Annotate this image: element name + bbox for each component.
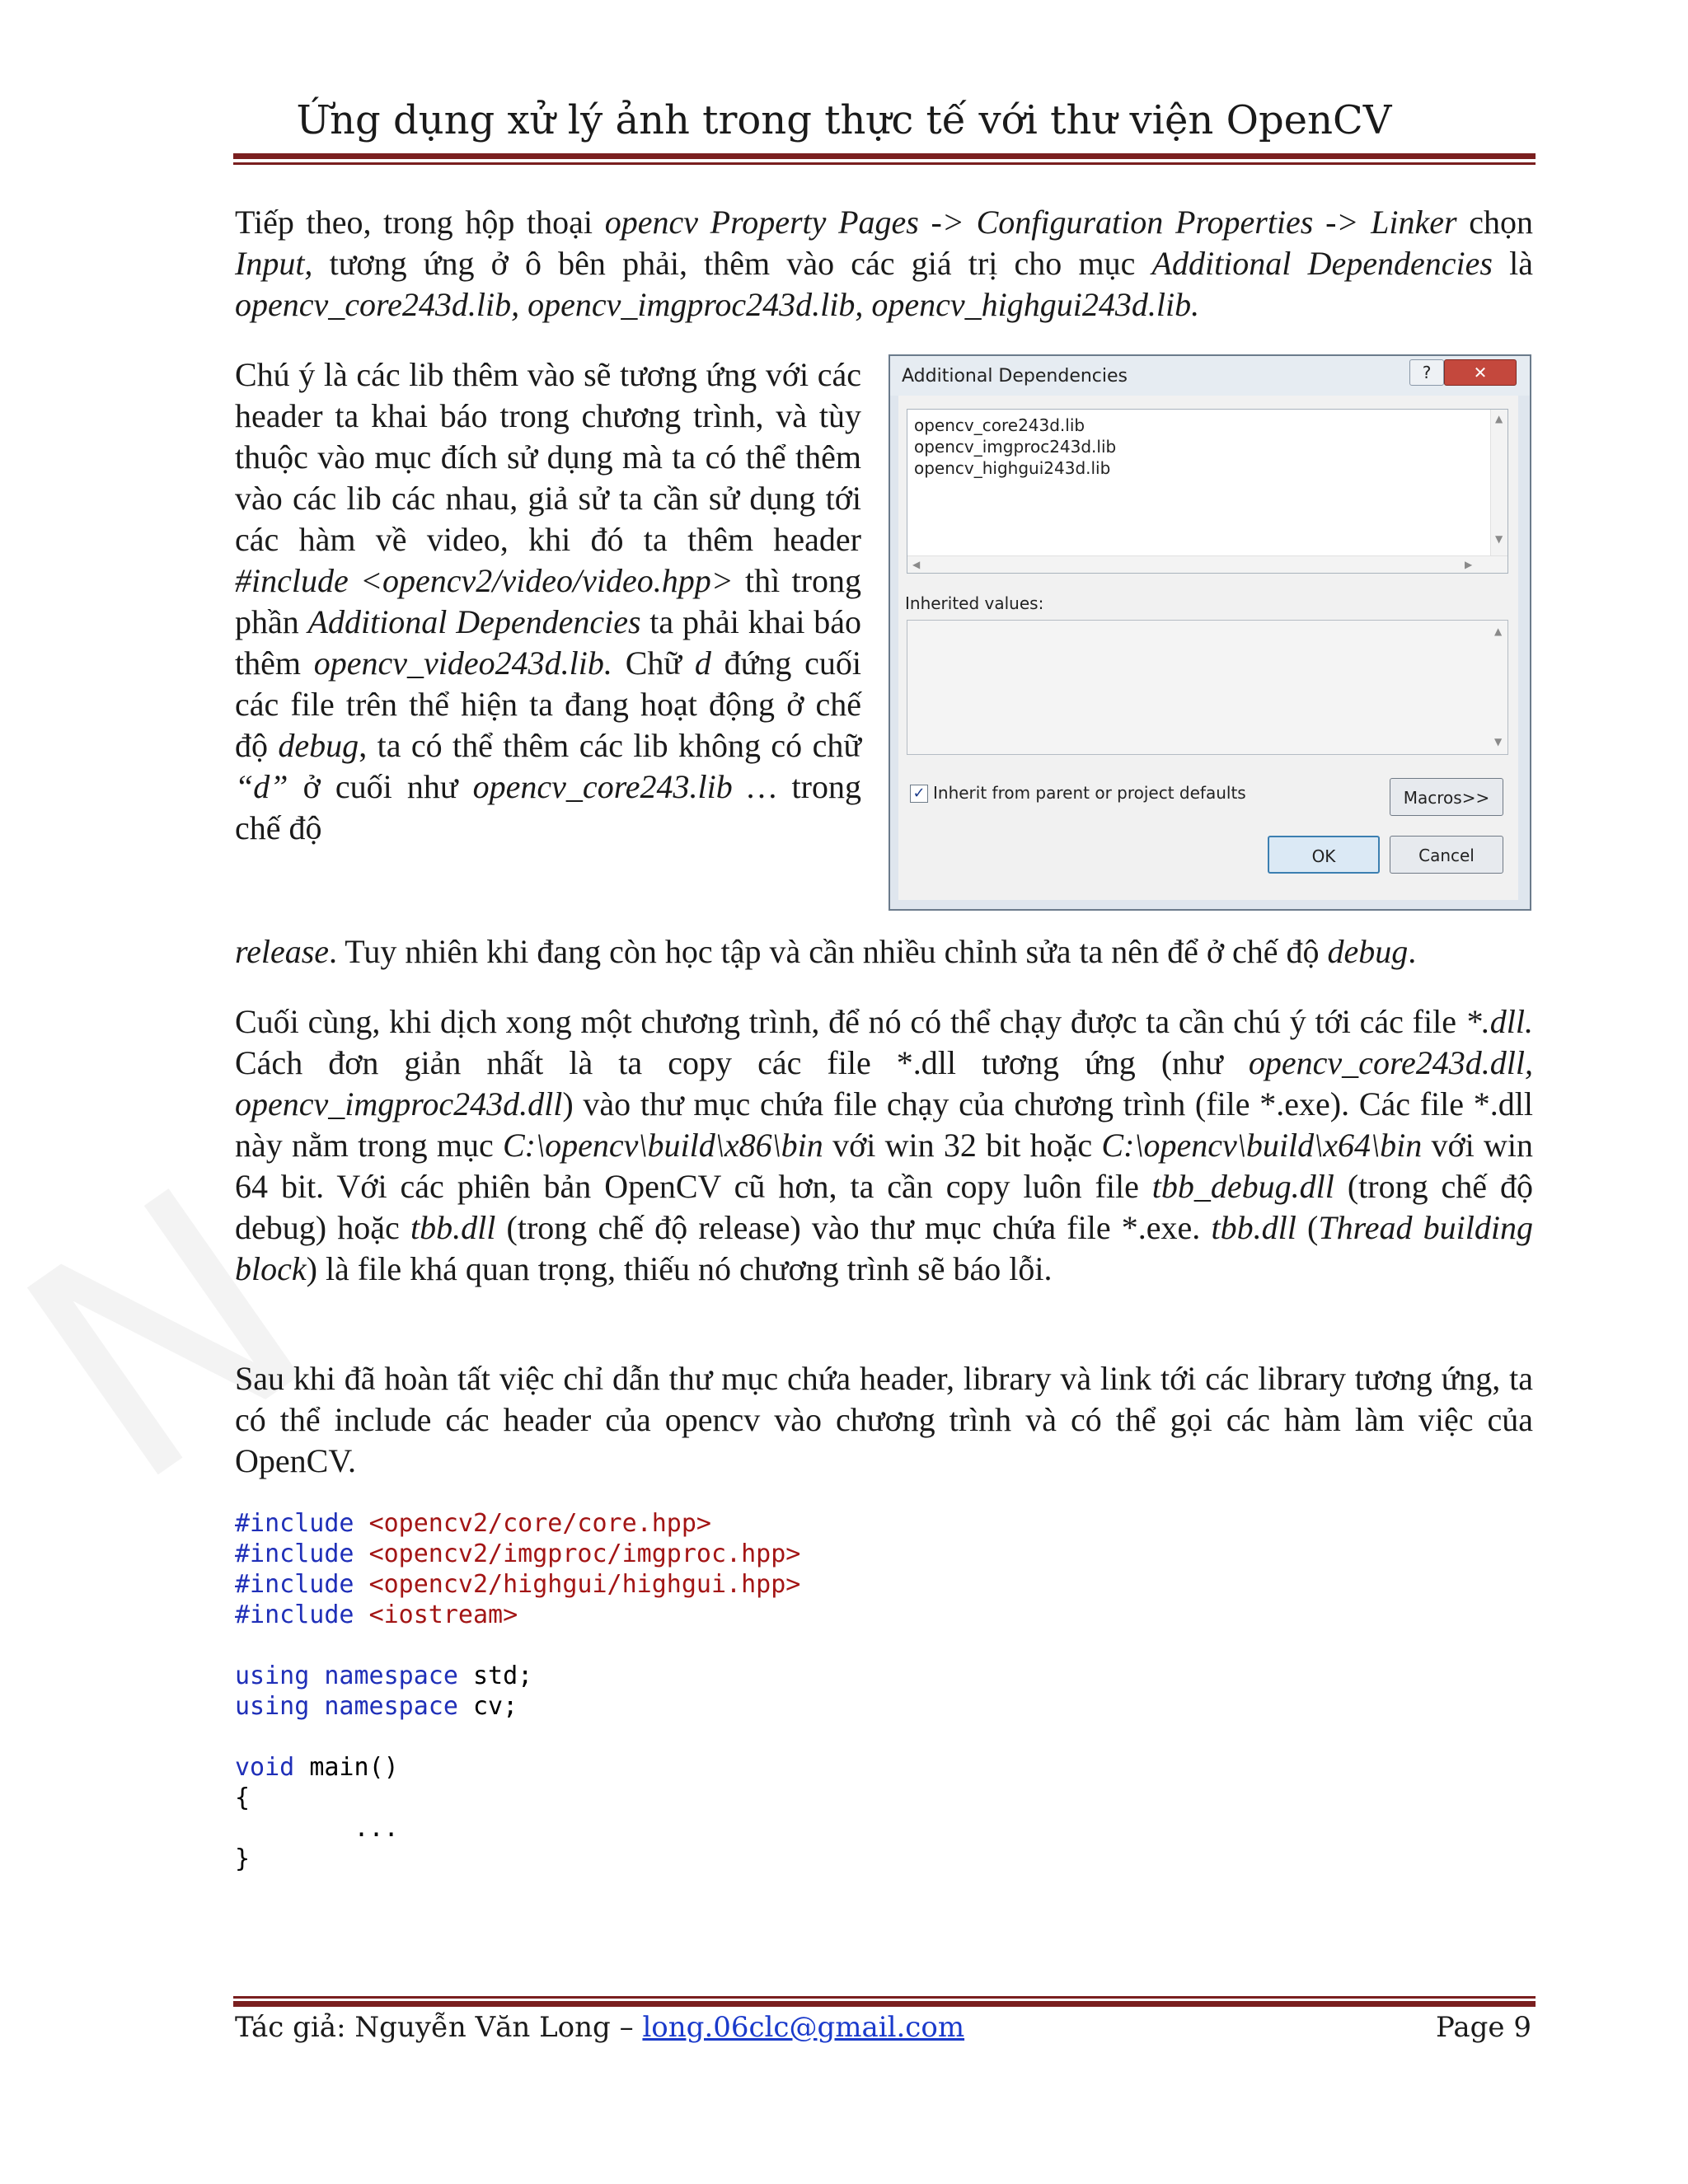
page-header-title: Ứng dụng xử lý ảnh trong thực tế với thư viện OpenCV xyxy=(296,97,1392,143)
scroll-left-icon[interactable]: ◀ xyxy=(912,559,921,570)
dependency-line: opencv_imgproc243d.lib xyxy=(914,437,1117,457)
inherit-checkbox-label: Inherit from parent or project defaults xyxy=(933,783,1246,803)
horizontal-scrollbar[interactable] xyxy=(907,555,1507,573)
scroll-up-icon[interactable]: ▲ xyxy=(1495,413,1503,424)
footer-rule-thin xyxy=(233,1996,1536,1999)
macros-button[interactable]: Macros>> xyxy=(1390,778,1503,816)
help-button[interactable]: ? xyxy=(1409,359,1444,386)
inherited-values-box xyxy=(907,620,1508,755)
cancel-button[interactable]: Cancel xyxy=(1390,836,1503,874)
additional-dependencies-dialog xyxy=(889,354,1531,911)
footer-author: Tác giả: Nguyễn Văn Long – long.06clc@gmail.com xyxy=(235,2011,965,2044)
paragraph-linker-input: Tiếp theo, trong hộp thoại opencv Property Pages -> Configuration Properties -> Linker chọn Input, tương ứng ở ô bên phải, thêm vào các giá trị cho mục Additional Dependencies là opencv_core243d.lib, opencv_imgproc243d.lib, opencv_highgui243d.lib. xyxy=(235,204,1533,323)
scroll-down-icon[interactable]: ▼ xyxy=(1495,533,1503,545)
dialog-title: Additional Dependencies xyxy=(902,366,1128,387)
paragraph-dll-files: Cuối cùng, khi dịch xong một chương trình, để nó có thể chạy được ta cần chú ý tới các file *.dll. Cách đơn giản nhất là ta copy các file *.dll tương ứng (như opencv_core243d.dll, opencv_imgproc243d.dll) vào thư mục chứa file chạy của chương trình (file *.exe). Các file *.dll này nằm trong mục C:\opencv\build\x86\bin với win 32 bit hoặc C:\opencv\build\x64\bin với win 64 bit. Với các phiên bản OpenCV cũ hơn, ta cần copy luôn file tbb_debug.dll (trong chế độ debug) hoặc tbb.dll (trong chế độ release) vào thư mục chứa file *.exe. tbb.dll (Thread building block) là file khá quan trọng, thiếu nó chương trình sẽ báo lỗi. xyxy=(235,1003,1534,1287)
paragraph-lib-notes: Chú ý là các lib thêm vào sẽ tương ứng với các header ta khai báo trong chương trình, và tùy thuộc vào mục đích sử dụng mà ta có thể thêm vào các lib các nhau, giả sử ta cần sử dụng tới các hàm về video, khi đó ta thêm header #include <opencv2/video/video.hpp> thì trong phần Additional Dependencies ta phải khai báo thêm opencv_video243d.lib. Chữ d đứng cuối các file trên thể hiện ta đang hoạt động ở chế độ debug, ta có thể thêm các lib không có chữ “d” ở cuối như opencv_core243.lib … trong chế độ xyxy=(235,356,862,846)
vertical-scrollbar[interactable] xyxy=(1490,410,1507,556)
inherited-values-label: Inherited values: xyxy=(905,593,1044,613)
scroll-right-icon[interactable]: ▶ xyxy=(1465,559,1473,570)
ok-button[interactable]: OK xyxy=(1268,836,1380,874)
header-rule-thick xyxy=(233,153,1536,159)
scroll-up-icon[interactable]: ▲ xyxy=(1494,626,1503,637)
inherit-checkbox[interactable]: ✓ xyxy=(910,785,928,803)
dependency-line: opencv_core243d.lib xyxy=(914,415,1085,435)
header-rule-thin xyxy=(233,162,1536,165)
dependency-line: opencv_highgui243d.lib xyxy=(914,458,1111,478)
code-block: #include <opencv2/core/core.hpp> #include <opencv2/imgproc/imgproc.hpp> #include <opencv2/highgui/highgui.hpp> #include <iostream> using namespace std; using namespace cv; void main() { ... } xyxy=(235,1509,801,1873)
page-number: Page 9 xyxy=(1436,2011,1531,2044)
dialog-titlebar xyxy=(890,356,1530,396)
dependencies-textarea[interactable] xyxy=(907,409,1508,574)
paragraph-include-headers: Sau khi đã hoàn tất việc chỉ dẫn thư mục chứa header, library và link tới các library tương ứng, ta có thể include các header của opencv vào chương trình và có thể gọi các hàm làm việc của OpenCV. xyxy=(235,1360,1533,1479)
close-button[interactable]: ✕ xyxy=(1444,359,1517,386)
dialog-body xyxy=(898,396,1518,900)
paragraph-lib-notes-end: release. Tuy nhiên khi đang còn học tập và cần nhiều chỉnh sửa ta nên để ở chế độ debug. xyxy=(235,933,1417,970)
author-email-link[interactable]: long.06clc@gmail.com xyxy=(642,2011,965,2044)
footer-rule-thick xyxy=(233,2001,1536,2007)
scroll-down-icon[interactable]: ▼ xyxy=(1494,736,1503,748)
